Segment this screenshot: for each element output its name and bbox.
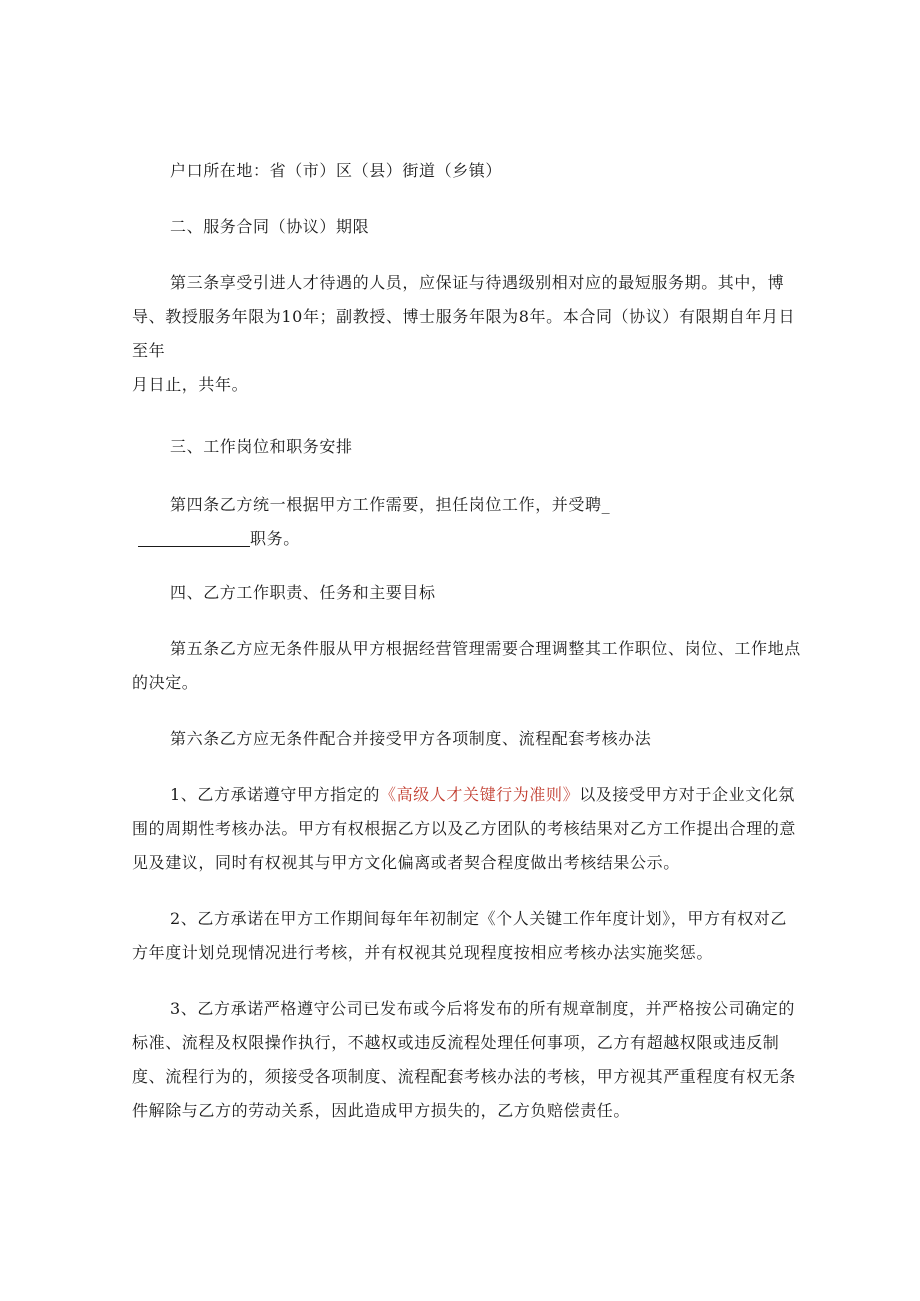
position-blank <box>138 528 250 547</box>
article-3-end: 月日止，共年。 <box>132 375 249 394</box>
item-1: 1、乙方承诺遵守甲方指定的《高级人才关键行为准则》以及接受甲方对于企业文化氛围的周期性考核办法。甲方有权根据乙方以及乙方团队的考核结果对乙方工作提出合理的意见及建议，同时有权视其与甲方文化偏离或者契合程度做出考核结果公示。 <box>132 785 797 872</box>
article-3 <box>132 266 802 402</box>
article-6-title: 第六条乙方应无条件配合并接受甲方各项制度、流程配套考核办法 <box>170 729 652 748</box>
article-4-line-2: 职务。 <box>132 522 802 556</box>
section-3-title: 三、工作岗位和职务安排 <box>170 437 353 456</box>
article-4 <box>132 488 802 556</box>
hukou-line: 户口所在地：省（市）区（县）街道（乡镇） <box>170 161 503 180</box>
section-4-title: 四、乙方工作职责、任务和主要目标 <box>170 583 436 602</box>
code-of-conduct-reference: 《高级人才关键行为准则》 <box>379 785 580 804</box>
article-5: 第五条乙方应无条件服从甲方根据经营管理需要合理调整其工作职位、岗位、工作地点的决定。 <box>132 639 801 692</box>
item-2: 2、乙方承诺在甲方工作期间每年年初制定《个人关键工作年度计划》，甲方有权对乙方年度计划兑现情况进行考核，并有权视其兑现程度按相应考核办法实施奖惩。 <box>132 909 787 962</box>
article-4-line-1: 第四条乙方统一根据甲方工作需要，担任岗位工作，并受聘_ <box>170 495 611 514</box>
section-2-title: 二、服务合同（协议）期限 <box>170 217 370 236</box>
item-3: 3、乙方承诺严格遵守公司已发布或今后将发布的所有规章制度，并严格按公司确定的标准、流程及权限操作执行，不越权或违反流程处理任何事项，乙方有超越权限或违反制度、流程行为的，须接受各项制度、流程配套考核办法的考核，甲方视其严重程度有权无条件解除与乙方的劳动关系，因此造成甲方损失的，乙方负赔偿责任。 <box>132 999 797 1120</box>
article-3-body: 第三条享受引进人才待遇的人员，应保证与待遇级别相对应的最短服务期。其中，博导、教授服务年限为10年；副教授、博士服务年限为8年。本合同（协议）有限期自年月日至年 <box>132 273 796 360</box>
